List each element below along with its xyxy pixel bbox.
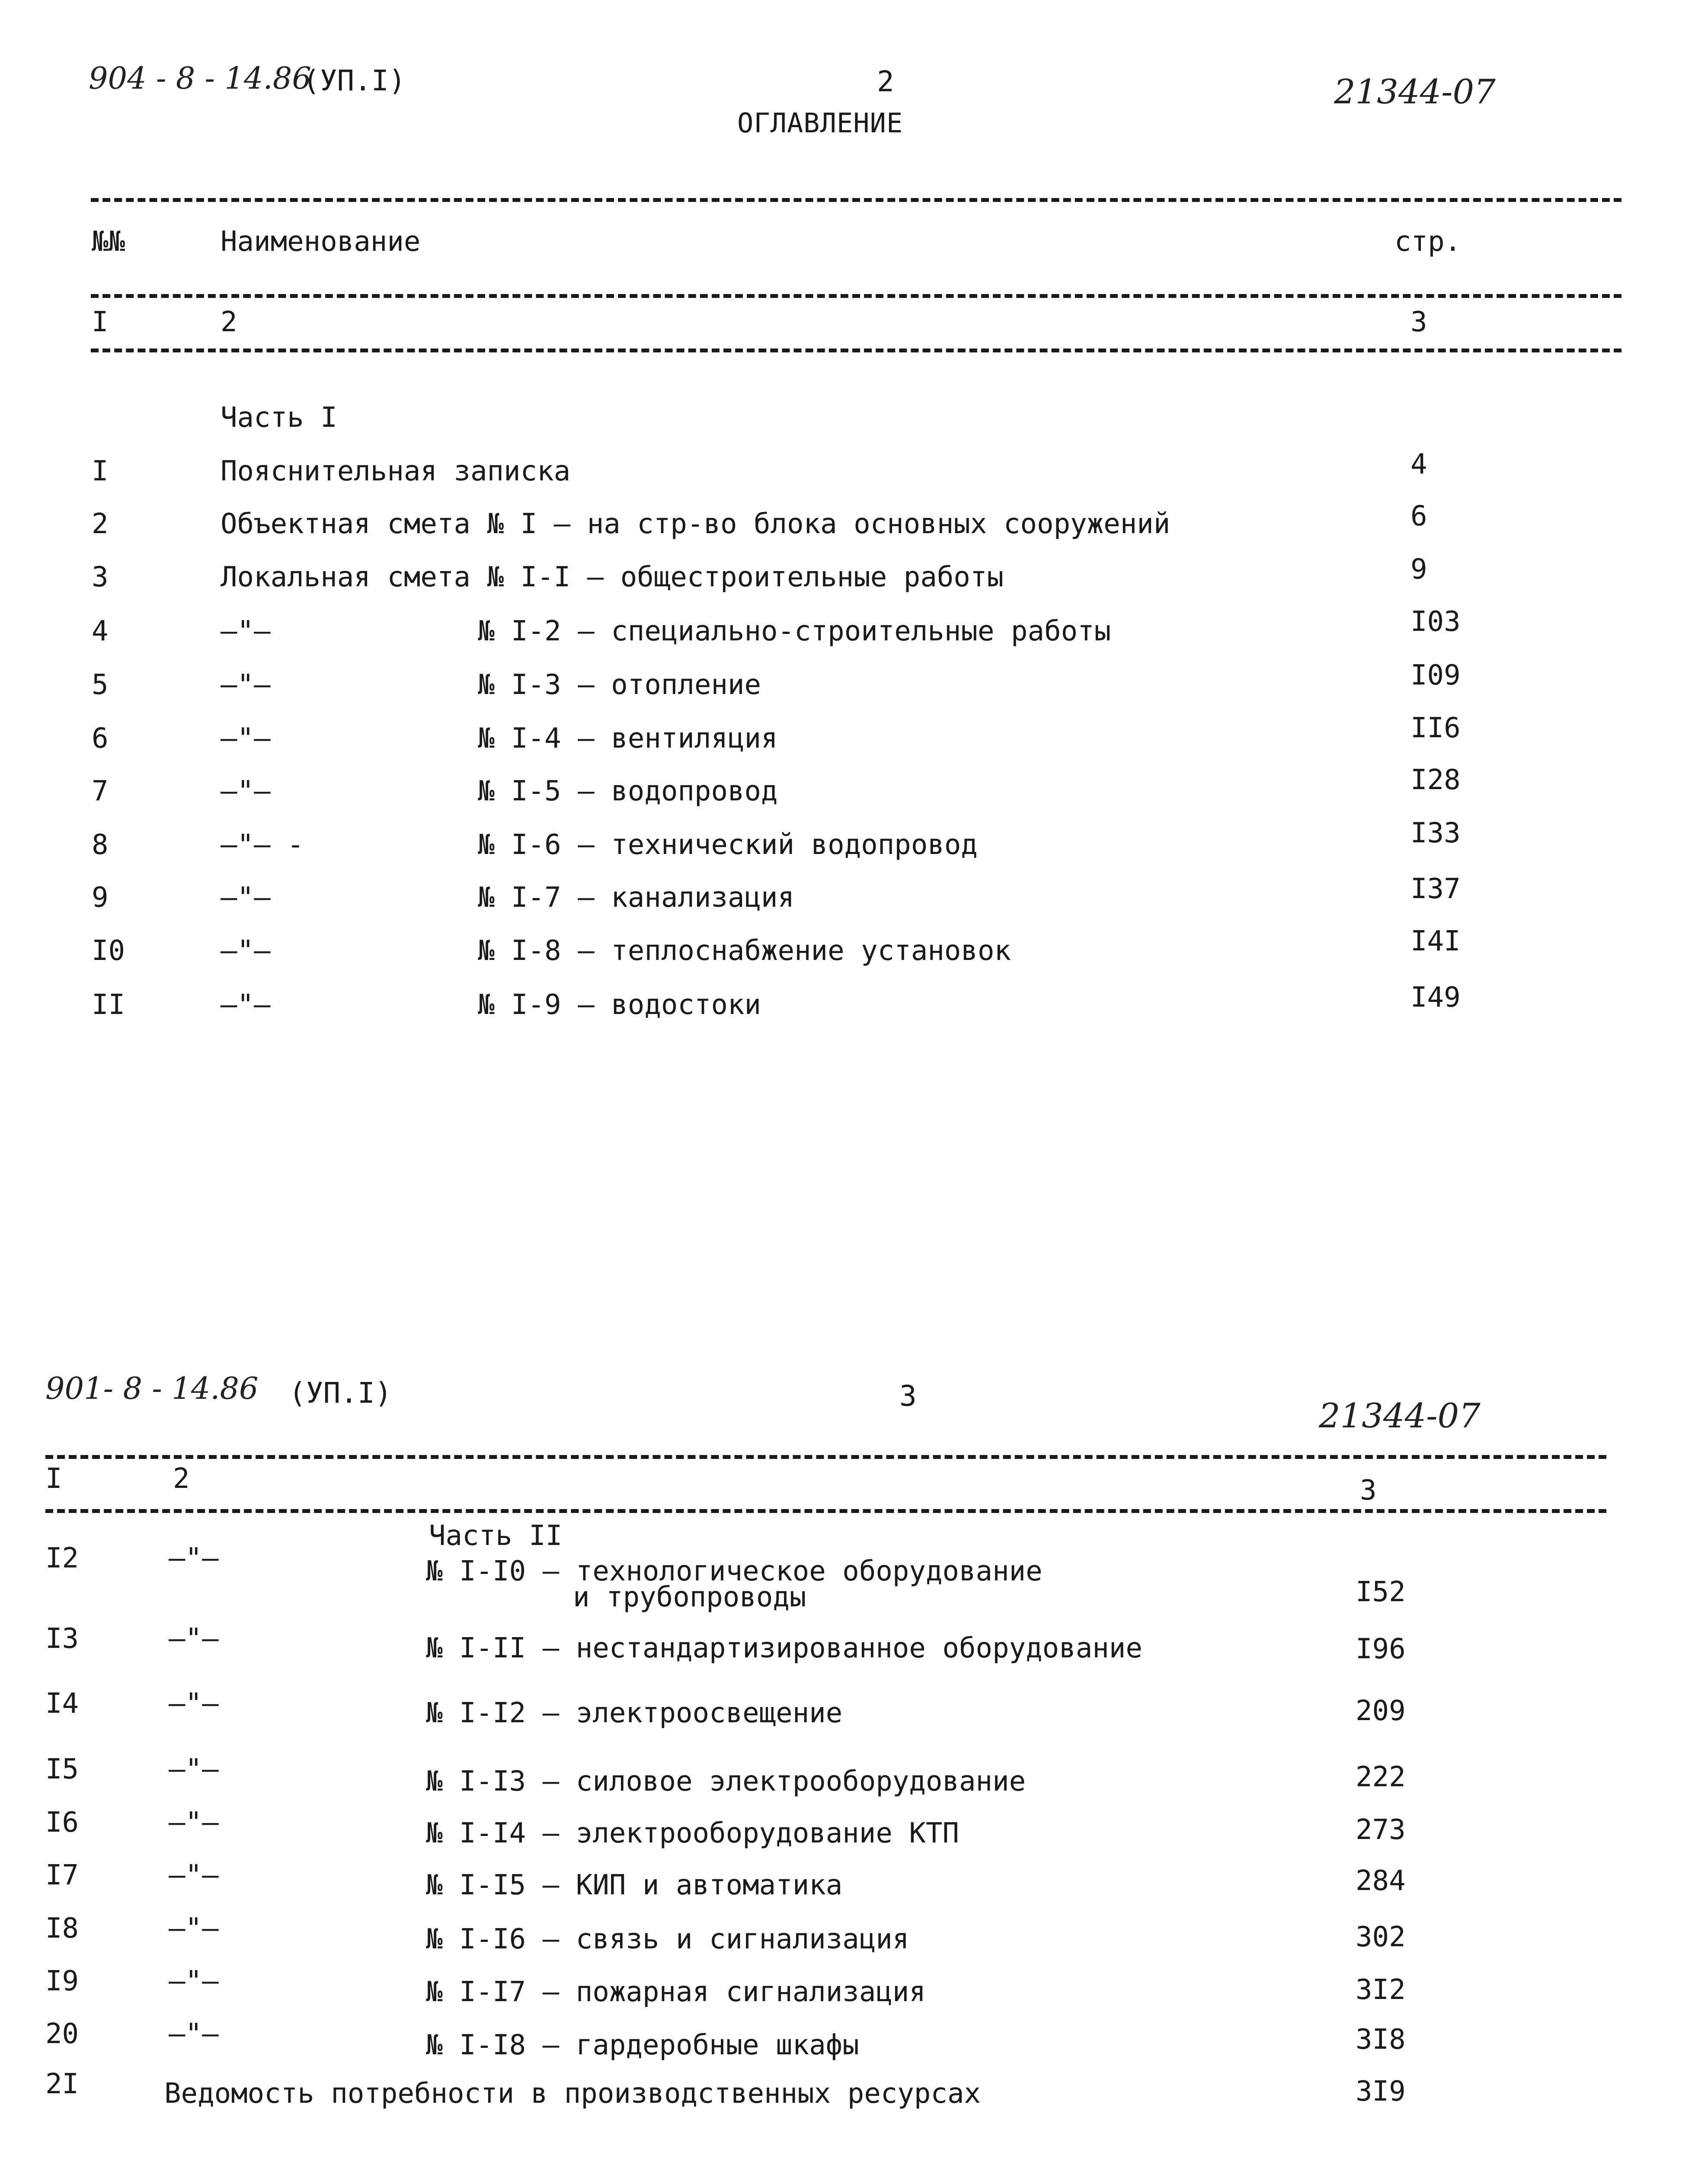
ditto-mark: –"– (221, 935, 271, 967)
row-page: I28 (1411, 764, 1461, 796)
row-page: I09 (1411, 659, 1461, 691)
table-top-rule (45, 1455, 1606, 1459)
row-number: 7 (92, 775, 109, 807)
column-index-rule (91, 349, 1622, 352)
row-title: № I-II – нестандартизированное оборудование (426, 1632, 1142, 1664)
row-page: 3I2 (1356, 1974, 1406, 2006)
row-title: № I-I4 – электрооборудование КТП (426, 1817, 959, 1849)
row-page: I52 (1356, 1576, 1406, 1608)
part-label: Часть I (221, 402, 337, 434)
row-page: I4I (1411, 925, 1461, 957)
column-header-number: №№ (92, 226, 125, 258)
toc-page-3 (0, 1306, 1708, 2162)
ditto-mark: –"– (221, 615, 271, 647)
ditto-mark: –"– (169, 1753, 219, 1785)
row-number: I9 (45, 1965, 79, 1997)
row-number: I7 (45, 1859, 79, 1891)
row-title: № I-4 – вентиляция (478, 723, 778, 755)
row-page: I37 (1411, 873, 1461, 905)
row-title: № I-I5 – КИП и автоматика (426, 1869, 843, 1901)
ditto-mark: –"– (221, 882, 271, 914)
row-number: 2 (92, 508, 109, 540)
row-title: № I-I0 – технологическое оборудование (426, 1555, 1043, 1587)
row-number: 4 (92, 615, 109, 647)
ditto-mark: –"– (169, 1807, 219, 1839)
edition-label: (УП.I) (303, 64, 406, 97)
row-page: 284 (1356, 1865, 1406, 1897)
column-header-name: Наименование (221, 226, 421, 258)
row-title: № I-I3 – силовое электрооборудование (426, 1765, 1026, 1797)
row-page: 9 (1411, 553, 1427, 585)
column-index-rule (45, 1509, 1606, 1513)
ditto-mark: –"– - (221, 829, 304, 861)
column-index-1: I (45, 1463, 62, 1495)
row-title-continuation: и трубопроводы (573, 1581, 806, 1613)
row-number: I8 (45, 1913, 79, 1945)
row-title: № I-I8 – гардеробные шкафы (426, 2029, 859, 2061)
column-index-2: 2 (221, 306, 237, 338)
column-index-3: 3 (1411, 306, 1427, 338)
row-number: I4 (45, 1688, 79, 1720)
row-page: I03 (1411, 606, 1461, 638)
row-page: 4 (1411, 448, 1427, 480)
row-number: 8 (92, 829, 109, 861)
row-number: I0 (92, 935, 125, 967)
row-title: Пояснительная записка (221, 455, 571, 487)
row-page: 6 (1411, 500, 1427, 532)
archive-number-handwritten: 21344-07 (1334, 73, 1496, 112)
row-title: Объектная смета № I – на стр-во блока основных сооружений (221, 508, 1171, 540)
document-code-handwritten: 901- 8 - 14.86 (45, 1371, 259, 1406)
row-number: 3 (92, 561, 109, 593)
ditto-mark: –"– (169, 2018, 219, 2050)
row-title: № I-I7 – пожарная сигнализация (426, 1976, 926, 2008)
row-title: Локальная смета № I-I – общестроительные работы (221, 561, 1004, 593)
header-rule (91, 294, 1622, 298)
row-title: № I-8 – теплоснабжение установок (478, 935, 1011, 967)
row-page: 222 (1356, 1761, 1406, 1793)
ditto-mark: –"– (221, 989, 271, 1021)
row-title: № I-2 – специально-строительные работы (478, 615, 1111, 647)
ditto-mark: –"– (221, 775, 271, 807)
row-page: II6 (1411, 712, 1461, 744)
ditto-mark: –"– (169, 1688, 219, 1720)
row-title: № I-3 – отопление (478, 669, 761, 701)
ditto-mark: –"– (169, 1965, 219, 1997)
row-number: I3 (45, 1623, 79, 1655)
row-number: II (92, 989, 125, 1021)
row-number: 9 (92, 882, 109, 914)
column-index-2: 2 (173, 1463, 190, 1495)
row-number: I6 (45, 1807, 79, 1839)
column-index-3: 3 (1360, 1474, 1377, 1506)
row-title: № I-7 – канализация (478, 882, 795, 914)
row-page: 3I9 (1356, 2076, 1406, 2108)
row-number: I (92, 455, 109, 487)
page-number: 2 (877, 65, 894, 98)
row-title: № I-9 – водостоки (478, 989, 761, 1021)
row-page: I49 (1411, 982, 1461, 1014)
column-index-1: I (92, 306, 109, 338)
archive-number-handwritten: 21344-07 (1319, 1397, 1481, 1436)
row-title: Ведомость потребности в производственных ресурсах (164, 2078, 981, 2110)
row-page: 302 (1356, 1921, 1406, 1953)
row-title: № I-5 – водопровод (478, 775, 778, 807)
column-header-page: стр. (1395, 226, 1462, 258)
row-title: № I-I2 – электроосвещение (426, 1697, 843, 1729)
page-number: 3 (899, 1379, 917, 1413)
row-page: I33 (1411, 817, 1461, 849)
ditto-mark: –"– (169, 1913, 219, 1945)
row-number: I5 (45, 1753, 79, 1785)
row-title: № I-I6 – связь и сигнализация (426, 1923, 909, 1955)
row-number: 2I (45, 2068, 79, 2100)
row-page: I96 (1356, 1633, 1406, 1665)
row-number: 5 (92, 669, 109, 701)
row-page: 3I8 (1356, 2024, 1406, 2056)
document-code-handwritten: 904 - 8 - 14.86 (89, 61, 311, 96)
ditto-mark: –"– (169, 1542, 219, 1574)
ditto-mark: –"– (169, 1623, 219, 1655)
ditto-mark: –"– (221, 723, 271, 755)
row-number: I2 (45, 1542, 79, 1574)
table-top-rule (91, 198, 1622, 202)
part-label: Часть II (429, 1520, 563, 1552)
row-title: № I-6 – технический водопровод (478, 829, 978, 861)
row-number: 6 (92, 723, 109, 755)
edition-label: (УП.I) (289, 1376, 392, 1410)
row-number: 20 (45, 2018, 79, 2050)
row-page: 209 (1356, 1695, 1406, 1727)
ditto-mark: –"– (169, 1859, 219, 1891)
page-title: ОГЛАВЛЕНИЕ (737, 107, 903, 139)
ditto-mark: –"– (221, 669, 271, 701)
row-page: 273 (1356, 1814, 1406, 1846)
